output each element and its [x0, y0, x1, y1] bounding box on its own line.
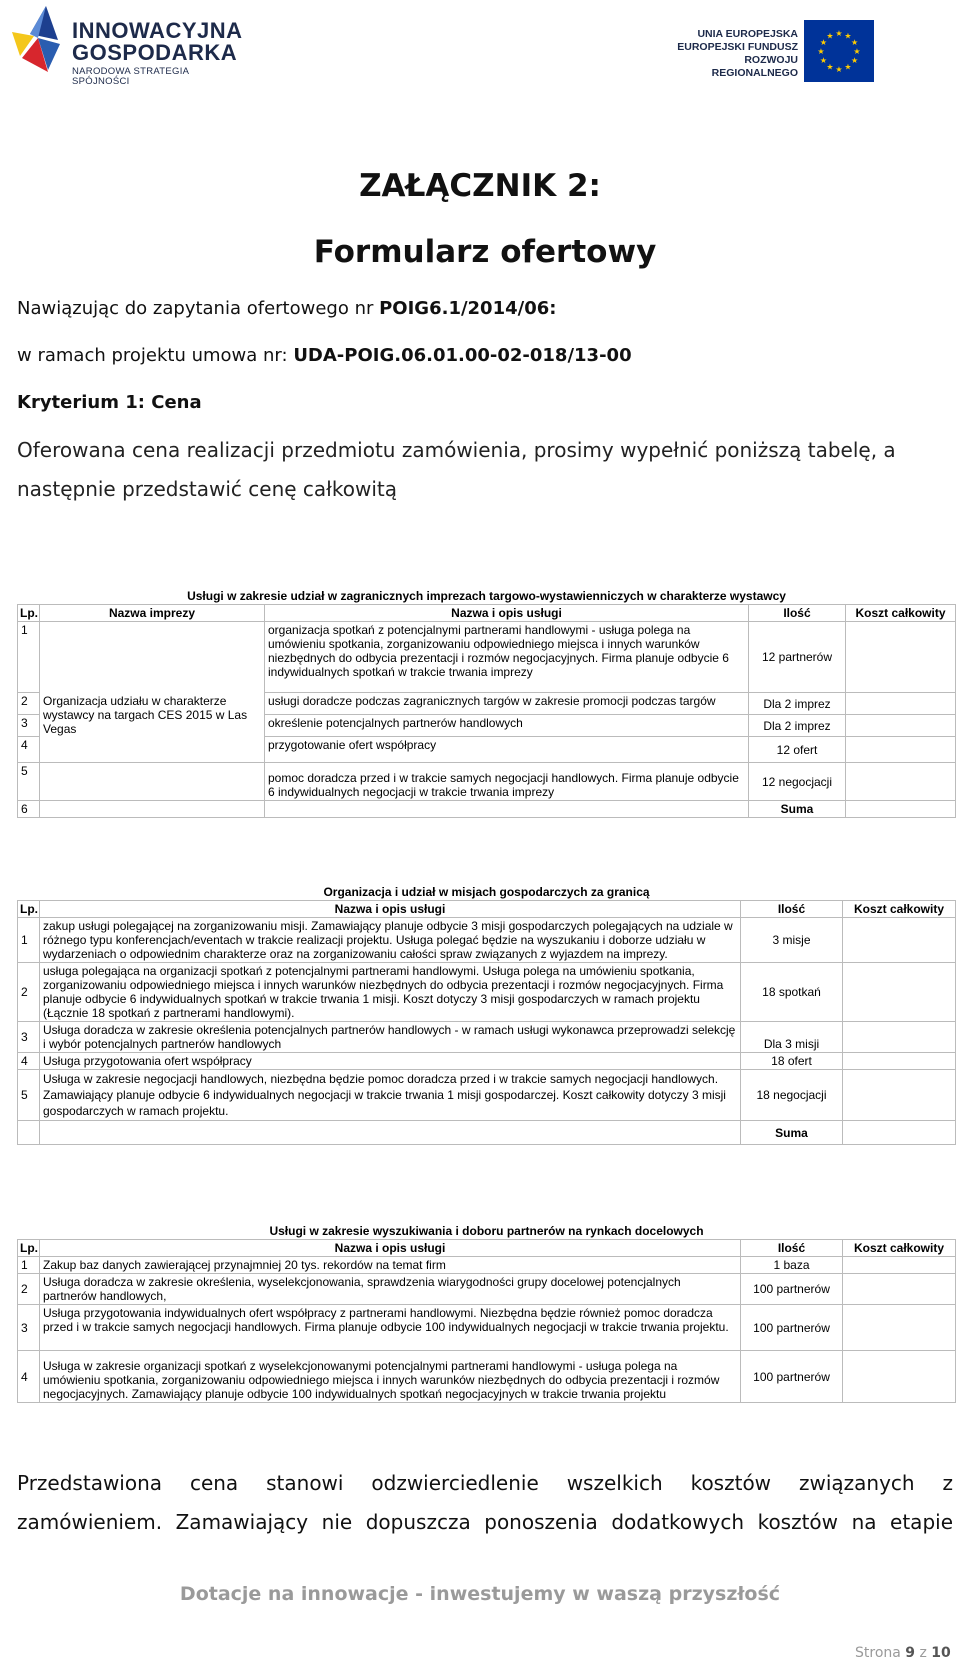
sum-label: Suma	[749, 801, 846, 818]
project-line	[17, 345, 632, 366]
table-caption: Usługi w zakresie wyszukiwania i doboru partnerów na rynkach docelowych	[18, 1223, 956, 1240]
cost-cell[interactable]	[843, 1351, 956, 1403]
service-description: organizacja spotkań z potencjalnymi partnerami handlowymi - usługa polega na umówieniu spotkania, zorganizowaniu odpowiedniego miejsca i innych warunków niezbędnych do odbycia prezentacji i rozmów negocjacyjnych. Firma planuje odbycie 6 indywidualnych spotkań w trakcie trwania imprezy	[265, 622, 749, 693]
svg-text:★: ★	[851, 38, 859, 47]
empty-cell	[40, 763, 265, 801]
eu-logo-line3: ROZWOJU REGIONALNEGO	[711, 54, 798, 79]
table-row	[18, 1257, 956, 1274]
eu-logo-line1: UNIA EUROPEJSKA	[697, 28, 798, 40]
page-number	[855, 1645, 951, 1661]
sum-label: Suma	[741, 1121, 843, 1145]
total-cost-cell[interactable]	[846, 801, 956, 818]
col-header: Ilość	[749, 605, 846, 622]
cost-cell[interactable]	[843, 1070, 956, 1121]
service-description: Usługa w zakresie negocjacji handlowych, niezbędna będzie pomoc doradcza przed i w trakcie samych negocjacji handlowych. Zamawiający planuje odbycie 6 indywidualnych negocjacji w trakcie trwania 1 misji gospodarczej. Koszt całkowity dotyczy 3 misji gospodarczych w ramach projektu.	[40, 1070, 741, 1121]
service-description: określenie potencjalnych partnerów handlowych	[265, 715, 749, 737]
page-current: 9	[905, 1645, 916, 1661]
col-header: Nazwa i opis usługi	[40, 1240, 741, 1257]
reference-prefix: Nawiązując do zapytania ofertowego nr	[17, 298, 380, 319]
table-caption: Usługi w zakresie udział w zagranicznych imprezach targowo-wystawienniczych w charakterze wystawcy	[18, 588, 956, 605]
quantity-cell: 100 partnerów	[741, 1305, 843, 1351]
empty-cell	[40, 801, 265, 818]
cost-cell[interactable]	[846, 693, 956, 715]
sum-row	[18, 801, 956, 818]
ig-logo-line2: GOSPODARKA	[72, 40, 238, 65]
empty-cell	[40, 1121, 741, 1145]
quantity-cell: 100 partnerów	[741, 1351, 843, 1403]
col-header: Koszt całkowity	[846, 605, 956, 622]
table-partner-search	[17, 1223, 956, 1403]
col-header: Lp.	[18, 901, 40, 918]
row-number: 2	[18, 1274, 40, 1305]
attachment-title: ZAŁĄCZNIK 2:	[359, 168, 601, 204]
quantity-cell: 100 partnerów	[741, 1274, 843, 1305]
quantity-cell: Dla 2 imprez	[749, 715, 846, 737]
cost-cell[interactable]	[843, 1022, 956, 1053]
table-row	[18, 1070, 956, 1121]
row-number: 3	[18, 715, 40, 737]
row-number: 4	[18, 737, 40, 763]
service-description: Usługa doradcza w zakresie określenia, wyselekcjonowania, sprawdzenia wiarygodności grupy docelowej potencjalnych partnerów handlowych,	[40, 1274, 741, 1305]
page-separator: z	[915, 1645, 932, 1661]
service-description: zakup usługi polegającej na zorganizowaniu misji. Zamawiający planuje odbycie 3 misji gospodarczych polegających na udziale w różnego typu konferencjach/eventach w trakcie realizacji projektu. Usługa polegać będzie na wyszukaniu i doborze udziału w wydarzeniach o odpowiednim charakterze oraz na zorganizowaniu całości spraw związanych z wyjazdem na imprezy.	[40, 918, 741, 963]
service-description: pomoc doradcza przed i w trakcie samych negocjacji handlowych. Firma planuje odbycie 6 indywidualnych negocjacji w trakcie trwania imprezy	[265, 763, 749, 801]
service-description: Usługa przygotowania ofert współpracy	[40, 1053, 741, 1070]
service-description: usługa polegająca na organizacji spotkań z potencjalnymi partnerami handlowymi. Usługa polega na umówieniu spotkania, zorganizowaniu odpowiedniego miejsca i innych warunków niezbędnych do odbycia prezentacji i rozmów negocjacyjnych. Firma planuje odbycie 6 indywidualnych spotkań w trakcie trwania 1 misji. Koszt dotyczy 3 misji gospodarczych w ramach projektu (Łącznie 18 spotkań z partnerami handlowymi).	[40, 963, 741, 1022]
svg-text:★: ★	[817, 47, 825, 56]
cost-cell[interactable]	[846, 737, 956, 763]
col-header: Koszt całkowity	[843, 1240, 956, 1257]
eu-flag-icon	[804, 20, 874, 82]
cost-cell[interactable]	[843, 1274, 956, 1305]
form-title: Formularz ofertowy	[313, 234, 657, 270]
col-header: Koszt całkowity	[843, 901, 956, 918]
table-row	[18, 1053, 956, 1070]
cost-cell[interactable]	[846, 763, 956, 801]
ig-logo-line1: INNOWACYJNA	[72, 18, 243, 43]
quantity-cell: 3 misje	[741, 918, 843, 963]
page-prefix: Strona	[855, 1645, 906, 1661]
cost-cell[interactable]	[843, 918, 956, 963]
table-row	[18, 963, 956, 1022]
table-caption: Organizacja i udział w misjach gospodarczych za granicą	[18, 884, 956, 901]
service-description: Usługa w zakresie organizacji spotkań z wyselekcjonowanymi potencjalnymi partnerami handlowymi - usługa polega na umówieniu spotkania, zorganizowaniu odpowiedniego miejsca i innych warunków niezbędnych do odbycia prezentacji i rozmów negocjacyjnych. Zamawiający planuje odbycie 100 indywidualnych spotkań negocjacyjnych w trakcie trwania projektu	[40, 1351, 741, 1403]
col-header: Nazwa imprezy	[40, 605, 265, 622]
reference-line	[17, 298, 556, 319]
page-total: 10	[931, 1645, 951, 1661]
row-number: 5	[18, 763, 40, 801]
row-number: 4	[18, 1351, 40, 1403]
empty-cell	[265, 801, 749, 818]
svg-text:★: ★	[853, 47, 861, 56]
lead-paragraph: Oferowana cena realizacji przedmiotu zamówienia, prosimy wypełnić poniższą tabelę, a następnie przedstawić cenę całkowitą	[17, 438, 896, 501]
criterion-heading: Kryterium 1: Cena	[17, 392, 202, 413]
table-row	[18, 1274, 956, 1305]
svg-text:★: ★	[844, 31, 852, 41]
event-name: Organizacja udziału w charakterze wystawcy na targach CES 2015 w Las Vegas	[40, 622, 265, 763]
closing-line-2: zamówieniem. Zamawiający nie dopuszcza ponoszenia dodatkowych kosztów na etapie	[17, 1510, 953, 1534]
row-number: 3	[18, 1022, 40, 1053]
empty-cell	[18, 1121, 40, 1145]
closing-line-1: Przedstawiona cena stanowi odzwierciedlenie wszelkich kosztów związanych z	[17, 1471, 953, 1495]
eu-logo	[672, 18, 872, 82]
service-description: Usługa doradcza w zakresie określenia potencjalnych partnerów handlowych - w ramach usługi wykonawca przeprowadzi selekcję i wybór potencjalnych partnerów handlowych	[40, 1022, 741, 1053]
quantity-cell: 18 ofert	[741, 1053, 843, 1070]
row-number: 4	[18, 1053, 40, 1070]
reference-number: POIG6.1/2014/06:	[379, 298, 557, 319]
table-row	[18, 918, 956, 963]
footer-slogan: Dotacje na innowacje - inwestujemy w waszą przyszłość	[179, 1583, 781, 1605]
col-header: Nazwa i opis usługi	[40, 901, 741, 918]
row-number: 5	[18, 1070, 40, 1121]
row-number: 1	[18, 918, 40, 963]
ig-star-icon	[8, 4, 64, 76]
row-number: 1	[18, 1257, 40, 1274]
innowacyjna-gospodarka-logo	[8, 4, 248, 87]
sum-row	[18, 1121, 956, 1145]
quantity-cell: Dla 2 imprez	[749, 693, 846, 715]
ig-logo-line3: NARODOWA STRATEGIA SPÓJNOŚCI	[72, 66, 189, 87]
quantity-cell: 1 baza	[741, 1257, 843, 1274]
table-row	[18, 1305, 956, 1351]
row-number: 3	[18, 1305, 40, 1351]
service-description: przygotowanie ofert współpracy	[265, 737, 749, 763]
total-cost-cell[interactable]	[843, 1121, 956, 1145]
row-number: 2	[18, 963, 40, 1022]
quantity-cell: 18 spotkań	[741, 963, 843, 1022]
svg-text:★: ★	[819, 56, 827, 65]
col-header: Lp.	[18, 1240, 40, 1257]
svg-text:★: ★	[826, 31, 834, 41]
service-description: Zakup baz danych zawierającej przynajmniej 20 tys. rekordów na temat firm	[40, 1257, 741, 1274]
quantity-cell: 12 ofert	[749, 737, 846, 763]
col-header: Ilość	[741, 901, 843, 918]
table-trade-missions	[17, 884, 956, 1145]
table-trade-fairs	[17, 588, 956, 818]
table-row	[18, 1351, 956, 1403]
quantity-cell: 12 negocjacji	[749, 763, 846, 801]
service-description: usługi doradcze podczas zagranicznych targów w zakresie promocji podczas targów	[265, 693, 749, 715]
project-prefix: w ramach projektu umowa nr:	[17, 345, 294, 366]
page-header	[0, 0, 960, 90]
cost-cell[interactable]	[843, 1257, 956, 1274]
cost-cell[interactable]	[843, 963, 956, 1022]
quantity-cell: 12 partnerów	[749, 622, 846, 693]
table-row	[18, 1022, 956, 1053]
svg-text:★: ★	[851, 56, 859, 65]
table-row	[18, 622, 956, 693]
col-header: Lp.	[18, 605, 40, 622]
row-number: 2	[18, 693, 40, 715]
service-description: Usługa przygotowania indywidualnych ofert współpracy z partnerami handlowymi. Niezbędna będzie również pomoc doradcza przed i w trakcie samych negocjacji handlowych. Firma planuje odbycie 100 indywidualnych negocjacji w trakcie trwania projektu.	[40, 1305, 741, 1351]
svg-text:★: ★	[835, 65, 843, 74]
cost-cell[interactable]	[843, 1305, 956, 1351]
svg-text:★: ★	[819, 38, 827, 47]
table-row	[18, 763, 956, 801]
eu-logo-line2: EUROPEJSKI FUNDUSZ	[677, 41, 798, 53]
quantity-cell: Dla 3 misji	[741, 1022, 843, 1053]
project-number: UDA-POIG.06.01.00-02-018/13-00	[293, 345, 632, 366]
col-header: Ilość	[741, 1240, 843, 1257]
col-header: Nazwa i opis usługi	[265, 605, 749, 622]
cost-cell[interactable]	[846, 622, 956, 693]
row-number: 6	[18, 801, 40, 818]
cost-cell[interactable]	[846, 715, 956, 737]
row-number: 1	[18, 622, 40, 693]
svg-text:★: ★	[835, 29, 843, 38]
svg-text:★: ★	[826, 62, 834, 72]
quantity-cell: 18 negocjacji	[741, 1070, 843, 1121]
svg-text:★: ★	[844, 62, 852, 72]
cost-cell[interactable]	[843, 1053, 956, 1070]
